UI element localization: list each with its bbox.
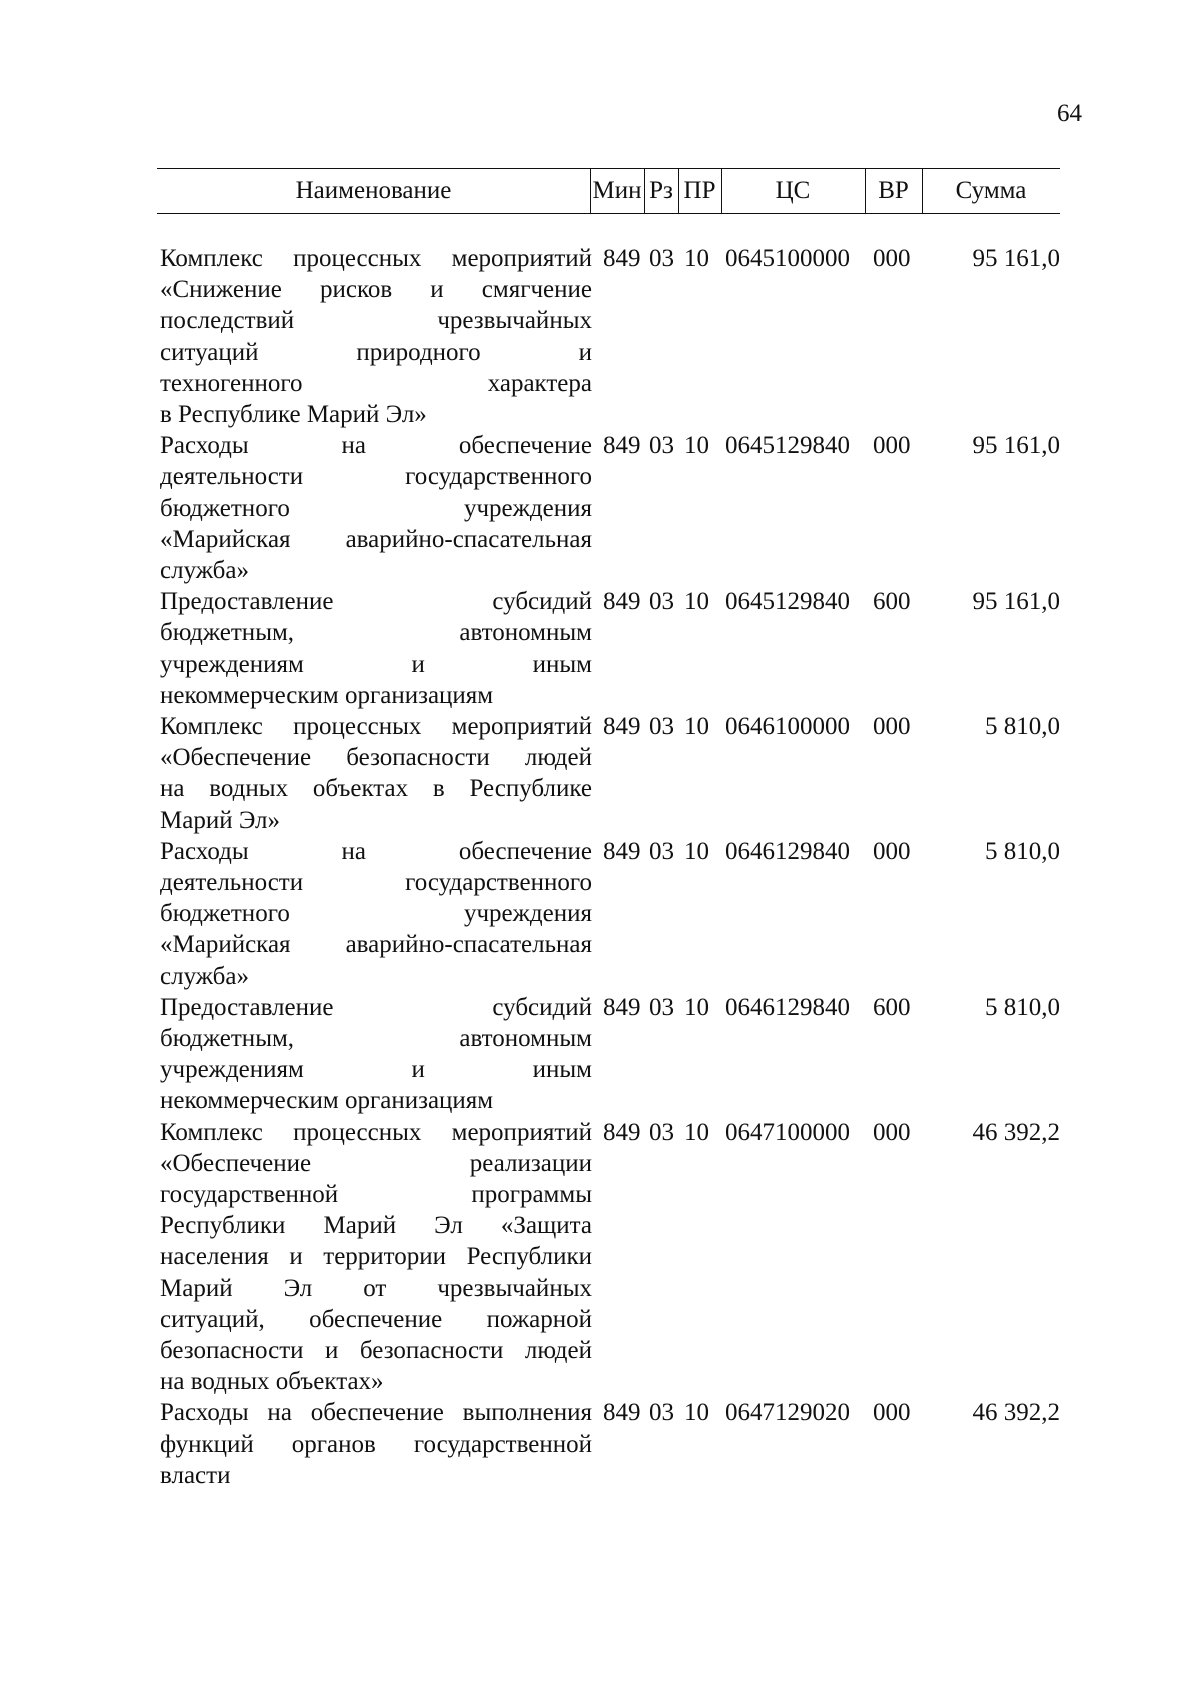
- row-name-line: Республики Марий Эл «Защита: [160, 1212, 592, 1240]
- cell-sum: 5 810,0: [985, 993, 1060, 1021]
- row-name-line: деятельности государственного: [160, 463, 592, 491]
- row-name: [160, 243, 592, 430]
- cell-rz: 03: [649, 993, 674, 1021]
- cell-vr: 600: [873, 588, 911, 616]
- row-name: [160, 711, 592, 836]
- cell-vr: 000: [873, 1118, 911, 1146]
- cell-vr: 000: [873, 245, 911, 272]
- row-name-line: «Снижение рисков и смягчение: [160, 276, 592, 304]
- row-name-line: в Республике Марий Эл»: [160, 401, 427, 429]
- row-name-line: Марий Эл»: [160, 806, 280, 834]
- row-name-line: служба»: [160, 557, 250, 584]
- row-name-line: Комплекс процессных мероприятий: [160, 245, 592, 272]
- row-name-line: ситуаций, обеспечение пожарной: [160, 1305, 592, 1333]
- row-name-line: на водных объектах в Республике: [160, 775, 592, 803]
- row-name-line: Расходы на обеспечение: [160, 837, 592, 865]
- cell-pr: 10: [684, 432, 709, 460]
- row-name-line: последствий чрезвычайных: [160, 307, 592, 335]
- cell-vr: 000: [873, 432, 911, 460]
- header-cs: ЦС: [775, 177, 811, 204]
- row-name-line: Предоставление субсидий: [160, 588, 592, 616]
- cell-cs: 0645129840: [725, 588, 850, 616]
- row-name-line: учреждениям и иным: [160, 650, 592, 678]
- row-name-line: власти: [160, 1461, 231, 1489]
- cell-pr: 10: [684, 1118, 709, 1146]
- cell-min: 849: [603, 993, 641, 1021]
- header-min: Мин: [592, 177, 642, 204]
- row-name-line: «Обеспечение безопасности людей: [160, 744, 592, 772]
- cell-sum: 95 161,0: [972, 245, 1060, 272]
- cell-pr: 10: [684, 588, 709, 616]
- row-name-line: Комплекс процессных мероприятий: [160, 1118, 592, 1146]
- row-name-line: Марий Эл от чрезвычайных: [160, 1274, 592, 1302]
- cell-min: 849: [603, 837, 641, 865]
- row-name-line: «Марийская аварийно-спасательная: [160, 525, 592, 553]
- row-name-line: Предоставление субсидий: [160, 993, 592, 1021]
- header-bottom-rule: [157, 213, 1060, 214]
- row-name-line: некоммерческим организациям: [160, 1087, 494, 1115]
- row-name-line: функций органов государственной: [160, 1430, 592, 1458]
- row-name-line: бюджетным, автономным: [160, 619, 592, 647]
- row-name-line: Комплекс процессных мероприятий: [160, 713, 592, 740]
- cell-pr: 10: [684, 713, 709, 740]
- row-name-line: Расходы на обеспечение: [160, 432, 592, 460]
- row-name-line: учреждениям и иным: [160, 1056, 592, 1084]
- cell-cs: 0646129840: [725, 993, 850, 1021]
- cell-cs: 0647100000: [725, 1118, 850, 1146]
- cell-pr: 10: [684, 993, 709, 1021]
- cell-sum: 95 161,0: [972, 588, 1060, 616]
- cell-cs: 0645100000: [725, 245, 850, 272]
- cell-cs: 0645129840: [725, 432, 850, 460]
- row-name-line: бюджетного учреждения: [160, 494, 592, 522]
- header-sum: Сумма: [955, 177, 1027, 204]
- cell-rz: 03: [649, 713, 674, 740]
- cell-sum: 95 161,0: [972, 432, 1060, 460]
- row-name-line: безопасности и безопасности людей: [160, 1337, 592, 1365]
- cell-min: 849: [603, 1118, 641, 1146]
- row-name-line: некоммерческим организациям: [160, 681, 494, 709]
- cell-min: 849: [603, 245, 641, 272]
- cell-vr: 000: [873, 713, 911, 740]
- cell-vr: 000: [873, 1399, 911, 1427]
- cell-rz: 03: [649, 245, 674, 272]
- cell-vr: 000: [873, 837, 911, 865]
- header-vr: ВР: [878, 177, 909, 204]
- cell-pr: 10: [684, 837, 709, 865]
- cell-sum: 5 810,0: [985, 837, 1060, 865]
- row-name: [160, 1397, 592, 1491]
- row-name-line: «Обеспечение реализации: [160, 1149, 592, 1177]
- row-name-line: на водных объектах»: [160, 1368, 384, 1396]
- cell-cs: 0647129020: [725, 1399, 850, 1427]
- cell-min: 849: [603, 713, 641, 740]
- cell-rz: 03: [649, 432, 674, 460]
- header-name: Наименование: [295, 177, 452, 204]
- row-name-line: бюджетным, автономным: [160, 1025, 592, 1052]
- row-name-line: деятельности государственного: [160, 869, 592, 896]
- cell-sum: 46 392,2: [972, 1118, 1060, 1146]
- row-name-line: Расходы на обеспечение выполнения: [160, 1399, 592, 1427]
- cell-rz: 03: [649, 1399, 674, 1427]
- row-name-line: государственной программы: [160, 1181, 592, 1208]
- row-name-line: техногенного характера: [160, 369, 592, 397]
- cell-pr: 10: [684, 245, 709, 272]
- cell-rz: 03: [649, 1118, 674, 1146]
- row-name: [160, 992, 592, 1117]
- cell-min: 849: [603, 588, 641, 616]
- header-pr: ПР: [683, 177, 716, 204]
- row-name-line: ситуаций природного и: [160, 338, 592, 366]
- header-rz: Рз: [649, 177, 673, 204]
- cell-cs: 0646100000: [725, 713, 850, 740]
- cell-sum: 5 810,0: [985, 713, 1060, 740]
- cell-sum: 46 392,2: [972, 1399, 1060, 1427]
- row-name-line: населения и территории Республики: [160, 1243, 592, 1271]
- cell-rz: 03: [649, 837, 674, 865]
- cell-min: 849: [603, 432, 641, 460]
- row-name: [160, 430, 592, 586]
- cell-pr: 10: [684, 1399, 709, 1427]
- row-name-line: служба»: [160, 962, 250, 990]
- row-name: [160, 1117, 592, 1398]
- row-name-line: бюджетного учреждения: [160, 900, 592, 928]
- cell-min: 849: [603, 1399, 641, 1427]
- cell-rz: 03: [649, 588, 674, 616]
- row-name-line: «Марийская аварийно-спасательная: [160, 931, 592, 959]
- cell-cs: 0646129840: [725, 837, 850, 865]
- page-number: 64: [1057, 100, 1082, 127]
- cell-vr: 600: [873, 993, 911, 1021]
- row-name: [160, 836, 592, 992]
- row-name: [160, 586, 592, 711]
